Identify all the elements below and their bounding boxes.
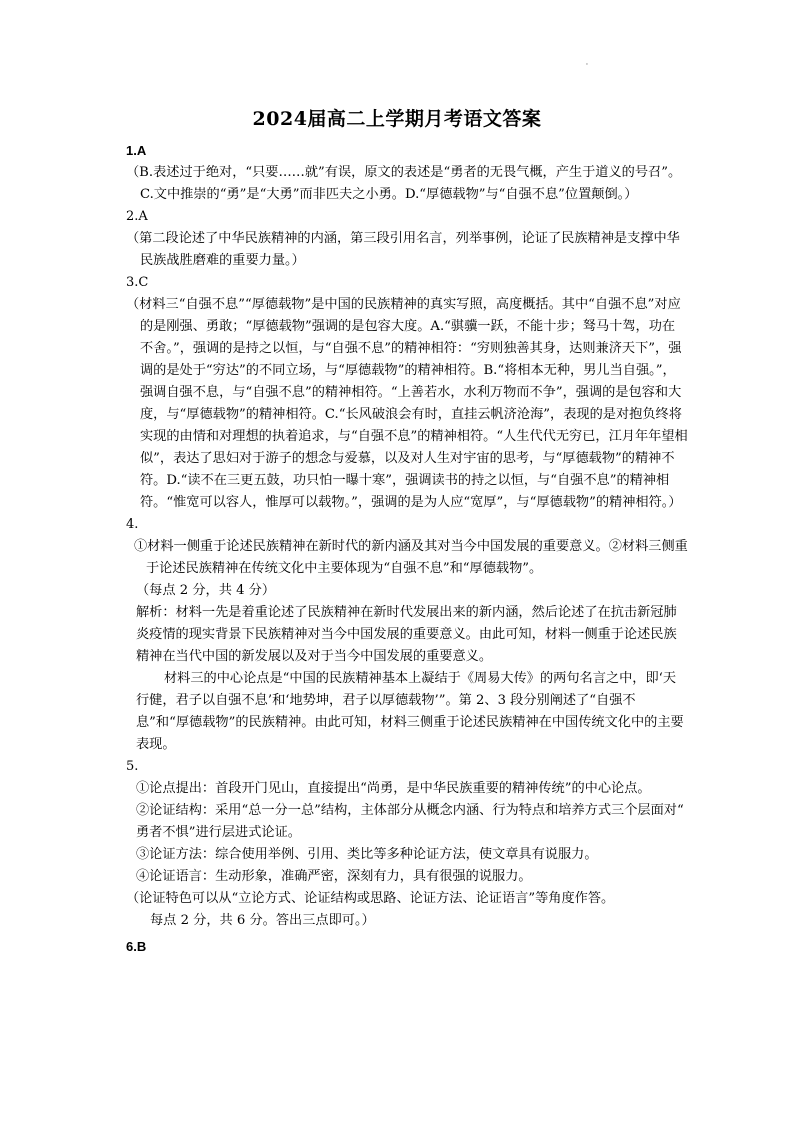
q1-number: 1.A <box>126 143 147 158</box>
q5-number: 5. <box>126 759 139 774</box>
q3-number: 3.C <box>126 275 149 290</box>
q5-note-2: 每点 2 分，共 6 分。答出三点即可。） <box>150 913 375 928</box>
q4-analysis-1: 解析：材料一先是着重论述了民族精神在新时代发展出来的新内涵，然后论述了在抗击新冠肺炎疫情的现实背景下民族精神对当今中国发展的重要意义。由此可知，材料一侧重于论述民族精神在当代中国的新发展以及对于当今中国发展的重要意义。 <box>136 605 677 664</box>
q5-item-3: ③论证方法：综合使用举例、引用、类比等多种论证方法，使文章具有说服力。 <box>136 847 598 862</box>
q4-answer: ①材料一侧重于论述民族精神在新时代的新内涵及其对当今中国发展的重要意义。②材料三侧重于论述民族精神在传统文化中主要体现为“自强不息”和“厚德载物”。 <box>134 539 688 576</box>
answer-content <box>126 140 688 958</box>
q5-item-1: ①论点提出：首段开门见山，直接提出“尚勇，是中华民族重要的精神传统”的中心论点。 <box>136 781 651 796</box>
q5-item-2: ②论证结构：采用“总一分一总”结构，主体部分从概念内涵、行为特点和培养方式三个层面对“ 勇者不惧”进行层进式论证。 <box>136 803 684 840</box>
q4-analysis-2: 材料三的中心论点是“中国的民族精神基本上凝结于《周易大传》的两句名言之中，即‘天行健，君子以自强不息’和‘地势坤，君子以厚德载物’”。第 2、3 段分别阐述了“自强不息”和“厚德载物”的民族精神。由此可知，材料三侧重于论述民族精神在中国传统文化中的主要表现。 <box>136 671 684 752</box>
q4-number: 4. <box>126 517 139 532</box>
q4-score: （每点 2 分，共 4 分） <box>136 583 276 598</box>
q3-explanation: （材料三“自强不息”“厚德载物”是中国的民族精神的真实写照，高度概括。其中“自强不息”对应的是刚强、勇敢；“厚德载物”强调的是包容大度。A.“骐骥一跃，不能十步；驽马十驾，功在不舍。”，强调的是持之以恒，与“自强不息”的精神相符：“穷则独善其身，达则兼济天下”，强调的是处于“穷达”的不同立场，与“厚德载物”的精神相符。B.“将相本无种，男儿当自强。”，强调自强不息，与“自强不息”的精神相符。“上善若水，水利万物而不争”，强调的是包容和大度，与“厚德载物”的精神相符。C.“长风破浪会有时，直挂云帆济沧海”，表现的是对抱负终将实现的由情和对理想的执着追求，与“自强不息”的精神相符。“人生代代无穷已，江月年年望相似”，表达了思妇对于游子的想念与爱慕，以及对人生对宇宙的思考，与“厚德载物”的精神不符。D.“读不在三更五鼓，功只怕一曝十寒”，强调读书的持之以恒，与“自强不息”的精神相符。“惟宽可以容人，惟厚可以载物。”，强调的是为人应“宽厚”，与“厚德载物”的精神相符。） <box>126 297 688 510</box>
q2-explanation: （第二段论述了中华民族精神的内涵，第三段引用名言，列举事例，论证了民族精神是支撑中华民族战胜磨难的重要力量。） <box>126 231 680 268</box>
q1-explanation: （B.表述过于绝对，“只要……就”有误，原文的表述是“勇者的无畏气概，产生于道义的号召”。C.文中推崇的“勇”是“大勇”而非匹夫之小勇。D.“厚德载物”与“自强不息”位置颠倒。） <box>126 165 682 202</box>
q5-item-4: ④论证语言：生动形象，准确严密，深刻有力，具有很强的说服力。 <box>136 869 532 884</box>
q5-note-1: （论证特色可以从“立论方式、论证结构或思路、论证方法、论证语言”等角度作答。 <box>126 891 615 906</box>
corner-mark: ' <box>586 62 588 70</box>
q2-number: 2.A <box>126 209 148 224</box>
page-title: 2024届高二上学期月考语文答案 <box>252 108 542 130</box>
q6-number: 6.B <box>126 939 147 954</box>
